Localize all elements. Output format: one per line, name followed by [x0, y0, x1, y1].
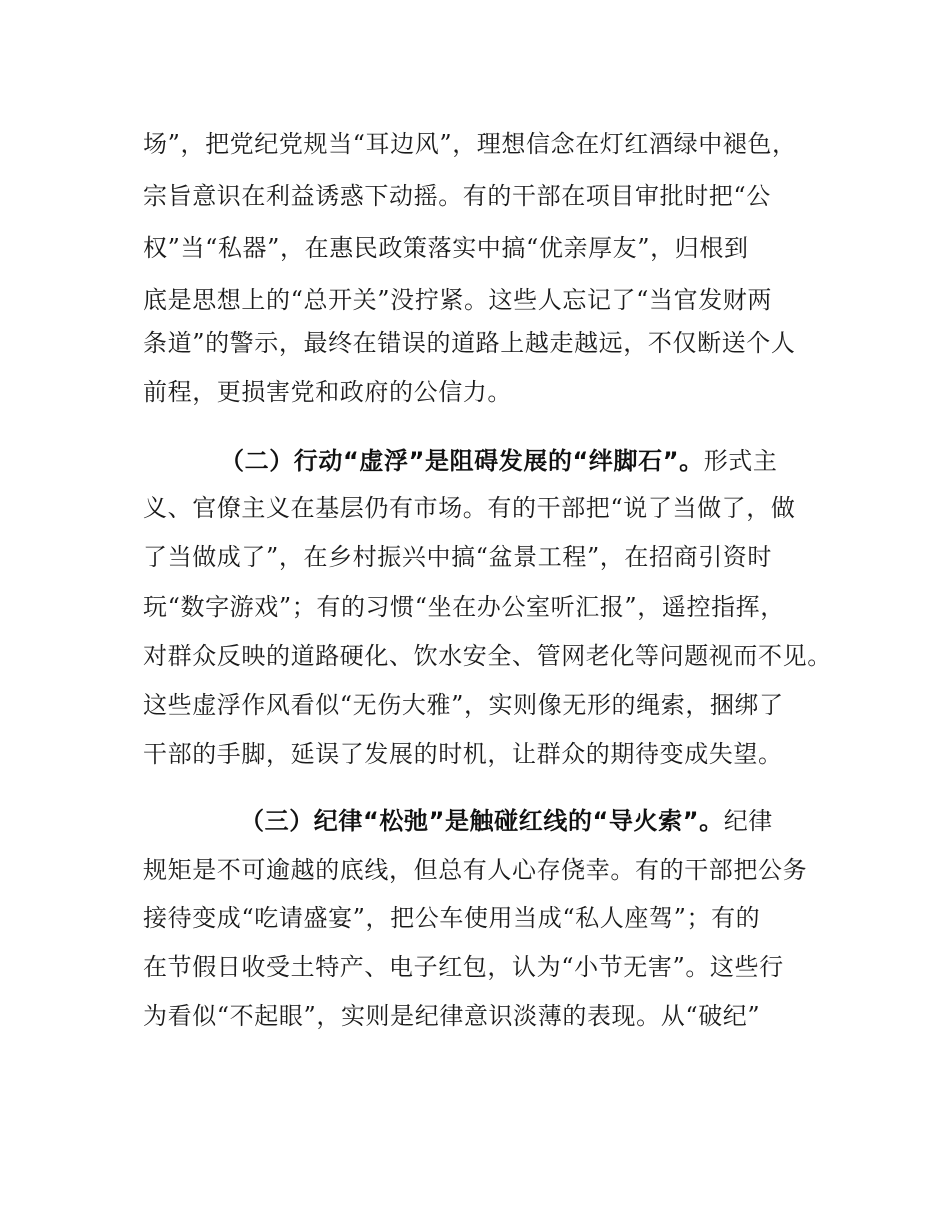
section-heading: （三）纪律“松弛”是触碰红线的“导火索”。: [240, 807, 724, 835]
paragraph-line: 规矩是不可逾越的底线，但总有人心存侥幸。有的干部把公务: [143, 856, 808, 884]
paragraph-line: 场”，把党纪党规当“耳边风”，理想信念在灯红酒绿中褪色，: [143, 130, 797, 158]
paragraph-line: 宗旨意识在利益诱惑下动摇。有的干部在项目审批时把“公: [143, 182, 771, 210]
paragraph-line: 玩“数字游戏”；有的习惯“坐在办公室听汇报”，遥控指挥，: [143, 593, 785, 621]
paragraph-line: 干部的手脚，延误了发展的时机，让群众的期待变成失望。: [143, 740, 783, 768]
paragraph-line: 了当做成了”，在乡村振兴中搞“盆景工程”，在招商引资时: [143, 543, 773, 571]
paragraph-first-line: [220, 446, 778, 476]
paragraph-line: 这些虚浮作风看似“无伤大雅”，实则像无形的绳索，捆绑了: [143, 691, 784, 719]
paragraph-line: 在节假日收受土特产、电子红包，认为“小节无害”。这些行: [143, 953, 784, 981]
paragraph-line: 义、官僚主义在基层仍有市场。有的干部把“说了当做了，做: [143, 494, 796, 522]
paragraph-line: 接待变成“吃请盛宴”，把公车使用当成“私人座驾”；有的: [143, 904, 761, 932]
paragraph-line: 为看似“不起眼”，实则是纪律意识淡薄的表现。从“破纪”: [143, 1002, 761, 1030]
paragraph-line: 条道”的警示，最终在错误的道路上越走越远，不仅断送个人: [143, 329, 796, 357]
paragraph-text: 形式主: [703, 447, 778, 475]
paragraph-line: 权”当“私器”，在惠民政策落实中搞“优亲厚友”，归根到: [143, 234, 749, 262]
paragraph-line: 对群众反映的道路硬化、饮水安全、管网老化等问题视而不见。: [143, 642, 832, 670]
paragraph-line: 底是思想上的“总开关”没拧紧。这些人忘记了“当官发财两: [143, 286, 773, 314]
section-heading: （二）行动“虚浮”是阻碍发展的“绊脚石”。: [220, 447, 704, 475]
paragraph-text: 纪律: [723, 807, 773, 835]
paragraph-line: 前程，更损害党和政府的公信力。: [143, 378, 512, 406]
paragraph-first-line: [240, 806, 773, 836]
